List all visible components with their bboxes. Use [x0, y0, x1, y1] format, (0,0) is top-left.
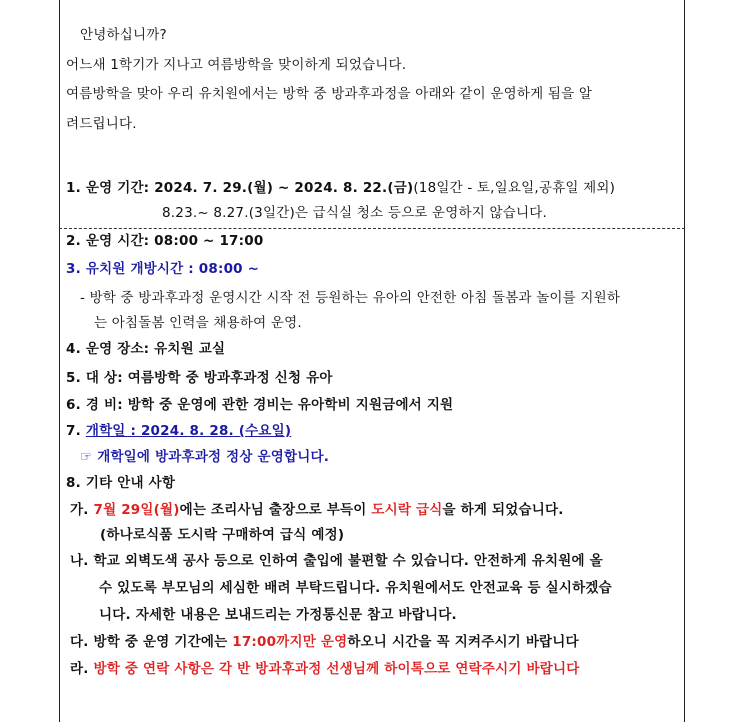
intro-line-2: 여름방학을 맞아 우리 유치원에서는 방학 중 방과후과정을 아래와 같이 운영하게 됨을 알	[66, 86, 593, 102]
item-8-ga	[70, 500, 564, 520]
item-8-ga-lunch: 도시락 급식	[371, 502, 443, 518]
item-4-place: 4. 운영 장소: 유치원 교실	[66, 341, 226, 357]
item-1-note: (18일간 - 토,일요일,공휴일 제외)	[413, 180, 616, 196]
intro-line-1: 어느새 1학기가 지나고 여름방학을 맞이하게 되었습니다.	[66, 57, 407, 73]
item-2-hours: 2. 운영 시간: 08:00 ~ 17:00	[66, 233, 264, 249]
item-1-label: 1. 운영 기간:	[66, 180, 155, 196]
item-8-da	[70, 632, 579, 652]
intro-line-3: 려드립니다.	[66, 116, 137, 132]
item-8-ga-end: 을 하게 되었습니다.	[442, 502, 564, 518]
item-8-na-line-1: 나. 학교 외벽도색 공사 등으로 인하여 출입에 불편할 수 있습니다. 안전하게 유치원에 올	[70, 553, 603, 569]
item-8-ra-prefix: 라.	[70, 661, 94, 677]
item-8-da-prefix: 다. 방학 중 운영 기간에는	[70, 634, 233, 650]
item-7-number: 7.	[66, 423, 86, 439]
item-8-title: 8. 기타 안내 사항	[66, 475, 176, 491]
item-7-note: ☞ 개학일에 방과후과정 정상 운영합니다.	[80, 449, 330, 465]
item-6-cost: 6. 경 비: 방학 중 운영에 관한 경비는 유아학비 지원금에서 지원	[66, 397, 454, 413]
item-8-na-line-3: 니다. 자세한 내용은 보내드리는 가정통신문 참고 바랍니다.	[99, 607, 457, 623]
item-1-closure-note: 8.23.~ 8.27.(3일간)은 급식실 청소 등으로 운영하지 않습니다.	[162, 205, 547, 221]
item-8-ga-sub: (하나로식품 도시락 구매하여 급식 예정)	[100, 527, 345, 543]
item-1-period	[66, 178, 615, 198]
item-1-dates: 2024. 7. 29.(월) ~ 2024. 8. 22.(금)	[154, 180, 414, 196]
item-8-ga-mid: 에는 조리사님 출장으로 부득이	[179, 502, 372, 518]
item-3-desc-2: 는 아침돌봄 인력을 채용하여 운영.	[94, 315, 302, 331]
item-3-open-hours: 3. 유치원 개방시간 : 08:00 ~	[66, 261, 260, 277]
dashed-separator	[59, 228, 685, 229]
item-8-da-end: 하오니 시간을 꼭 지켜주시기 바랍니다	[347, 634, 579, 650]
item-8-ra-red: 방학 중 연락 사항은 각 반 방과후과정 선생님께 하이톡으로 연락주시기 바랍니다	[93, 661, 580, 677]
greeting: 안녕하십니까?	[80, 27, 167, 43]
item-5-target: 5. 대 상: 여름방학 중 방과후과정 신청 유아	[66, 370, 333, 386]
item-3-desc-1: - 방학 중 방과후과정 운영시간 시작 전 등원하는 유아의 안전한 아침 돌봄과 놀이를 지원하	[80, 290, 621, 306]
item-8-ga-prefix: 가.	[70, 502, 94, 518]
item-8-ga-date: 7월 29일(월)	[93, 502, 180, 518]
item-8-da-red: 17:00까지만 운영	[232, 634, 348, 650]
item-8-ra	[70, 659, 579, 679]
item-7-date: 개학일 : 2024. 8. 28. (수요일)	[85, 423, 292, 439]
item-7-school-start	[66, 421, 291, 441]
item-8-na-line-2: 수 있도록 부모님의 세심한 배려 부탁드립니다. 유치원에서도 안전교육 등 실시하겠습	[99, 580, 612, 596]
